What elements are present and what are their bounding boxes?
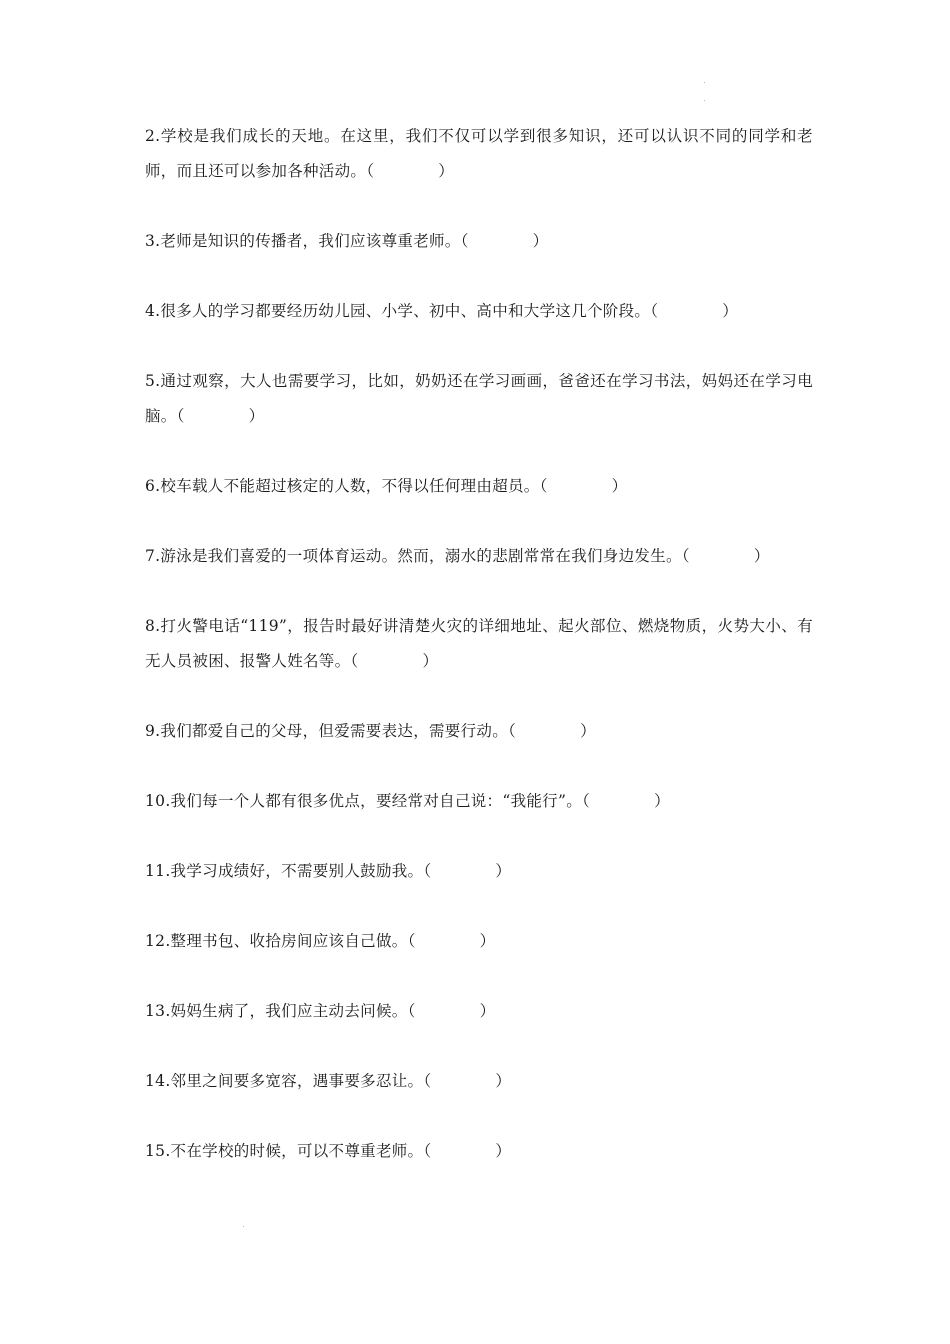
question-text: 10.我们每一个人都有很多优点，要经常对自己说：“我能行”。 — [145, 792, 582, 810]
question-text: 14.邻里之间要多宽容，遇事要多忍让。 — [145, 1072, 424, 1090]
question-text: 5.通过观察，大人也需要学习，比如，奶奶还在学习画画，爸爸还在学习书法，妈妈还在学习电脑。 — [145, 372, 813, 425]
answer-close-paren: ） — [495, 1072, 512, 1090]
question-13 — [145, 994, 813, 1029]
question-2 — [145, 119, 813, 189]
answer-close-paren: ） — [495, 1142, 512, 1160]
scan-speck — [243, 1226, 244, 1227]
answer-open-paren: （ — [582, 792, 591, 810]
question-11 — [145, 854, 813, 889]
answer-open-paren: （ — [407, 1002, 416, 1020]
question-text: 3.老师是知识的传播者，我们应该尊重老师。 — [145, 232, 461, 250]
question-text: 8.打火警电话“119”，报告时最好讲清楚火灾的详细地址、起火部位、燃烧物质，火势大小、有无人员被困、报警人姓名等。 — [145, 617, 813, 670]
question-3 — [145, 224, 813, 259]
answer-open-paren: （ — [508, 722, 517, 740]
question-4 — [145, 294, 813, 329]
question-7 — [145, 539, 813, 574]
answer-close-paren: ） — [532, 232, 549, 250]
answer-close-paren: ） — [422, 652, 439, 670]
question-14 — [145, 1064, 813, 1099]
answer-open-paren: （ — [366, 162, 375, 180]
question-text: 9.我们都爱自己的父母，但爱需要表达，需要行动。 — [145, 722, 508, 740]
question-8 — [145, 609, 813, 679]
answer-open-paren: （ — [407, 932, 416, 950]
question-text: 12.整理书包、收拾房间应该自己做。 — [145, 932, 408, 950]
question-text: 11.我学习成绩好，不需要别人鼓励我。 — [145, 862, 424, 880]
question-15 — [145, 1134, 813, 1169]
question-10 — [145, 784, 813, 819]
answer-close-paren: ） — [479, 932, 496, 950]
scan-speck — [704, 100, 705, 101]
answer-open-paren: （ — [423, 862, 432, 880]
answer-close-paren: ） — [479, 1002, 496, 1020]
question-text: 13.妈妈生病了，我们应主动去问候。 — [145, 1002, 408, 1020]
answer-open-paren: （ — [681, 547, 690, 565]
question-text: 7.游泳是我们喜爱的一项体育运动。然而，溺水的悲剧常常在我们身边发生。 — [145, 547, 682, 565]
answer-open-paren: （ — [539, 477, 548, 495]
question-text: 2.学校是我们成长的天地。在这里，我们不仅可以学到很多知识，还可以认识不同的同学和老师，而且还可以参加各种活动。 — [145, 127, 813, 180]
answer-open-paren: （ — [460, 232, 469, 250]
question-9 — [145, 714, 813, 749]
answer-close-paren: ） — [438, 162, 455, 180]
true-false-question-list — [145, 119, 813, 1204]
answer-close-paren: ） — [753, 547, 770, 565]
answer-close-paren: ） — [580, 722, 596, 740]
answer-close-paren: ） — [611, 477, 628, 495]
question-text: 4.很多人的学习都要经历幼儿园、小学、初中、高中和大学这几个阶段。 — [145, 302, 651, 320]
question-5 — [145, 364, 813, 434]
answer-close-paren: ） — [495, 862, 512, 880]
answer-open-paren: （ — [650, 302, 659, 320]
question-text: 15.不在学校的时候，可以不尊重老师。 — [145, 1142, 424, 1160]
answer-open-paren: （ — [423, 1072, 432, 1090]
answer-open-paren: （ — [176, 407, 185, 425]
answer-open-paren: （ — [423, 1142, 432, 1160]
question-12 — [145, 924, 813, 959]
question-text: 6.校车载人不能超过核定的人数，不得以任何理由超员。 — [145, 477, 540, 495]
answer-open-paren: （ — [350, 652, 359, 670]
scan-speck — [704, 82, 705, 83]
answer-close-paren: ） — [722, 302, 739, 320]
question-6 — [145, 469, 813, 504]
answer-close-paren: ） — [248, 407, 265, 425]
answer-close-paren: ） — [654, 792, 670, 810]
